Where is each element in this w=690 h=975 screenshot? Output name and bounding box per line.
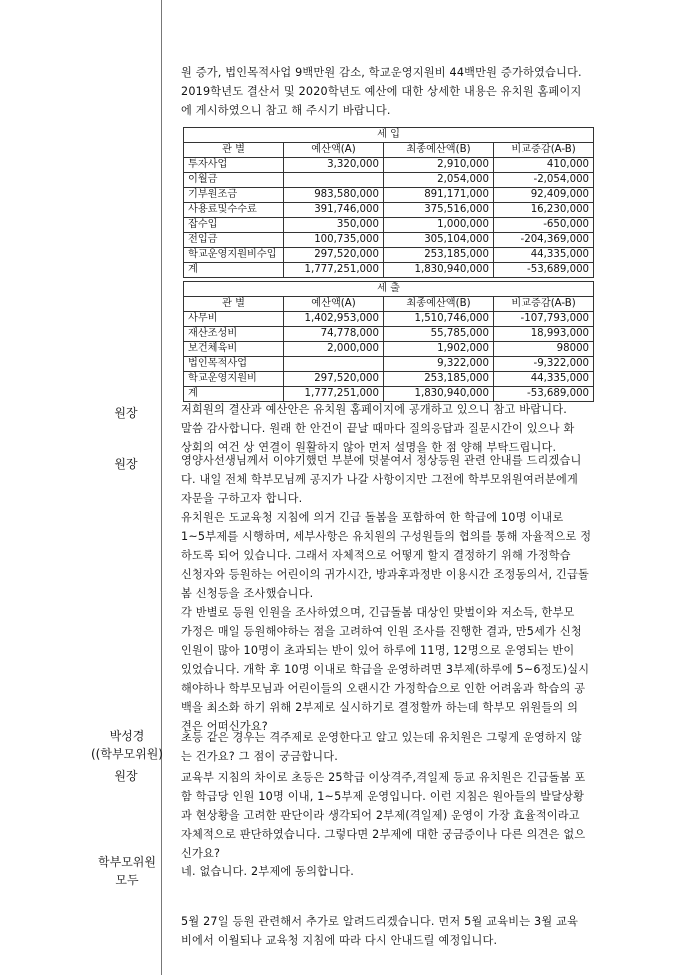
revenue-table — [183, 127, 594, 278]
table-title-row — [184, 128, 594, 143]
table-cell: -107,793,000 — [494, 312, 594, 327]
expense-title: 세 출 — [184, 282, 594, 297]
text-line: 신청자와 등원하는 어린이의 귀가시간, 방과후과정반 이용시간 조정동의서, 긴급돌 — [181, 568, 590, 581]
statement-paragraph — [181, 912, 601, 950]
column-header: 비교증감(A-B) — [494, 143, 594, 158]
table-row — [184, 218, 594, 233]
text-line: 가정은 매일 등원해야하는 점을 고려하여 인원 조사를 진행한 결과, 만5세가 신청 — [181, 625, 582, 638]
speaker-column-divider — [161, 0, 162, 975]
table-row — [184, 327, 594, 342]
table-cell — [284, 173, 384, 188]
text-line: 각 반별로 등원 인원을 조사하였으며, 긴급돌봄 대상인 맞벌이와 저소득, 한부모 — [181, 606, 575, 619]
table-cell: 1,000,000 — [384, 218, 494, 233]
speaker-label — [84, 727, 170, 763]
column-header: 관 별 — [184, 297, 284, 312]
column-header: 예산액(A) — [284, 297, 384, 312]
table-cell: 투자사업 — [184, 158, 284, 173]
column-header: 최종예산액(B) — [384, 297, 494, 312]
table-cell: 2,054,000 — [384, 173, 494, 188]
table-cell: 391,746,000 — [284, 203, 384, 218]
table-cell: 학교운영지원비수입 — [184, 248, 284, 263]
table-cell: -9,322,000 — [494, 357, 594, 372]
table-cell: 재산조성비 — [184, 327, 284, 342]
text-line: 자체적으로 판단하였습니다. 그렇다면 2부제에 대한 궁금증이나 다른 의견은 없으 — [181, 828, 586, 841]
intro-line: 원 증가, 법인목적사업 9백만원 감소, 학교운영지원비 44백만원 증가하였습니다. — [181, 66, 582, 79]
table-cell: 253,185,000 — [384, 248, 494, 263]
table-cell: 297,520,000 — [284, 372, 384, 387]
table-cell: 1,830,940,000 — [384, 387, 494, 402]
speaker-name: 모두 — [115, 873, 139, 887]
speaker-name: 원장 — [114, 769, 138, 783]
table-cell: 이월금 — [184, 173, 284, 188]
table-row — [184, 233, 594, 248]
table-cell: 1,510,746,000 — [384, 312, 494, 327]
table-total-row — [184, 263, 594, 278]
intro-line: 2019학년도 결산서 및 2020학년도 예산에 대한 상세한 내용은 유치원 홈페이지 — [181, 85, 582, 98]
text-line: 초등 같은 경우는 격주제로 운영한다고 알고 있는데 유치원은 그렇게 운영하지 않 — [181, 731, 582, 744]
table-row — [184, 203, 594, 218]
text-line: 하도록 되어 있습니다. 그래서 자체적으로 어떻게 할지 결정하기 위해 가정학습 — [181, 549, 571, 562]
table-cell: 전입금 — [184, 233, 284, 248]
text-line: 다. 내일 전체 학부모님께 공지가 나갈 사항이지만 그전에 학부모위원여러분에게 — [181, 473, 579, 486]
expense-table — [183, 281, 594, 402]
statement-paragraph — [181, 768, 601, 863]
text-line: 비에서 이월되나 교육청 지침에 따라 다시 안내드릴 예정입니다. — [181, 934, 498, 947]
table-cell: 55,785,000 — [384, 327, 494, 342]
table-cell: 44,335,000 — [494, 372, 594, 387]
table-cell: 983,580,000 — [284, 188, 384, 203]
column-header: 예산액(A) — [284, 143, 384, 158]
table-row — [184, 312, 594, 327]
table-cell: 100,735,000 — [284, 233, 384, 248]
text-line: 백을 최소화 하기 위해 2부제로 실시하기로 결정할까 하는데 학부모 위원들의 의 — [181, 701, 579, 714]
column-header: 관 별 — [184, 143, 284, 158]
table-row — [184, 342, 594, 357]
table-cell: -204,369,000 — [494, 233, 594, 248]
table-cell: 350,000 — [284, 218, 384, 233]
table-cell: -2,054,000 — [494, 173, 594, 188]
statement-paragraph — [181, 400, 601, 457]
speaker-label — [90, 767, 162, 785]
revenue-title: 세 입 — [184, 128, 594, 143]
speaker-name: 학부모위원 — [98, 855, 156, 869]
speaker-label — [84, 853, 170, 889]
intro-paragraph — [181, 63, 601, 120]
table-row — [184, 173, 594, 188]
table-cell: 사용료및수수료 — [184, 203, 284, 218]
table-cell: 253,185,000 — [384, 372, 494, 387]
table-cell: 1,777,251,000 — [284, 263, 384, 278]
text-line: 영양사선생님께서 이야기했던 부분에 덧붙여서 정상등원 관련 안내를 드리겠습니 — [181, 454, 582, 467]
table-cell: 44,335,000 — [494, 248, 594, 263]
table-cell: 297,520,000 — [284, 248, 384, 263]
table-cell: 98000 — [494, 342, 594, 357]
intro-line: 에 게시하였으니 참고 해 주시기 바랍니다. — [181, 104, 391, 117]
table-row — [184, 158, 594, 173]
table-cell: -53,689,000 — [494, 263, 594, 278]
table-cell: 3,320,000 — [284, 158, 384, 173]
table-row — [184, 188, 594, 203]
statement-paragraph — [181, 728, 601, 766]
column-header: 최종예산액(B) — [384, 143, 494, 158]
speaker-label — [90, 455, 162, 473]
table-cell: 891,171,000 — [384, 188, 494, 203]
text-line: 1~5부제를 시행하며, 세부사항은 유치원의 구성원들의 협의를 통해 자율적으로 정 — [181, 530, 592, 543]
text-line: 5월 27일 등원 관련해서 추가로 알려드리겠습니다. 먼저 5월 교육비는 3월 교육 — [181, 915, 579, 928]
table-header-row — [184, 297, 594, 312]
table-cell: 9,322,000 — [384, 357, 494, 372]
text-line: 과 현상황을 고려한 판단이라 생각되어 2부제(격일제) 운영이 가장 효율적이라고 — [181, 809, 580, 822]
table-cell: 사무비 — [184, 312, 284, 327]
table-cell: 2,000,000 — [284, 342, 384, 357]
statement-paragraph — [181, 862, 601, 881]
table-cell: 16,230,000 — [494, 203, 594, 218]
text-line: 네. 없습니다. 2부제에 동의합니다. — [181, 865, 354, 878]
table-cell: 375,516,000 — [384, 203, 494, 218]
table-row — [184, 357, 594, 372]
speaker-name: 박성경 — [109, 729, 145, 743]
table-cell: -650,000 — [494, 218, 594, 233]
table-cell: 법인목적사업 — [184, 357, 284, 372]
text-line: 교육부 지침의 차이로 초등은 25학급 이상격주,격일제 등교 유치원은 긴급돌봄 포 — [181, 771, 586, 784]
text-line: 신가요? — [181, 847, 221, 860]
table-cell — [284, 357, 384, 372]
table-row — [184, 372, 594, 387]
table-header-row — [184, 143, 594, 158]
text-line: 견은 어떠신가요? — [181, 720, 268, 733]
text-line: 함 학급당 인원 10명 이내, 1~5부제 운영입니다. 이런 지침은 원아들의 발달상황 — [181, 790, 585, 803]
speaker-label — [90, 404, 162, 422]
text-line: 자문을 구하고자 합니다. — [181, 492, 303, 505]
table-cell: 74,778,000 — [284, 327, 384, 342]
table-cell: 2,910,000 — [384, 158, 494, 173]
table-row — [184, 248, 594, 263]
table-cell: 1,777,251,000 — [284, 387, 384, 402]
text-line: 있었습니다. 개학 후 10명 이내로 학급을 운영하려면 3부제(하루에 5~6정도)실시 — [181, 663, 590, 676]
table-cell: 기부원조금 — [184, 188, 284, 203]
column-header: 비교증감(A-B) — [494, 297, 594, 312]
table-cell: 18,993,000 — [494, 327, 594, 342]
table-cell: 학교운영지원비 — [184, 372, 284, 387]
table-cell: 410,000 — [494, 158, 594, 173]
speaker-role: ((학부모위원) — [90, 747, 163, 761]
text-line: 상회의 여건 상 연결이 원활하지 않아 먼저 설명을 한 점 양해 부탁드립니다. — [181, 441, 557, 454]
table-cell: 잡수입 — [184, 218, 284, 233]
text-line: 저희원의 결산과 예산안은 유치원 홈페이지에 공개하고 있으니 참고 바랍니다. — [181, 403, 568, 416]
table-cell: 계 — [184, 387, 284, 402]
table-title-row — [184, 282, 594, 297]
table-cell: 보건체육비 — [184, 342, 284, 357]
text-line: 해야하나 학부모님과 어린이들의 오랜시간 가정학습으로 인한 어려움과 학습의 공 — [181, 682, 586, 695]
text-line: 말씀 감사합니다. 원래 한 안건이 끝날 때마다 질의응답과 질문시간이 있으나 화 — [181, 422, 575, 435]
table-cell: -53,689,000 — [494, 387, 594, 402]
table-cell: 1,402,953,000 — [284, 312, 384, 327]
table-cell: 계 — [184, 263, 284, 278]
table-cell: 92,409,000 — [494, 188, 594, 203]
text-line: 봄 신청등을 조사했습니다. — [181, 587, 314, 600]
speaker-name: 원장 — [114, 406, 138, 420]
text-line: 유치원은 도교육청 지침에 의거 긴급 돌봄을 포함하여 한 학급에 10명 이내로 — [181, 511, 564, 524]
speaker-name: 원장 — [114, 457, 138, 471]
table-cell: 1,830,940,000 — [384, 263, 494, 278]
statement-paragraph — [181, 451, 601, 736]
table-cell: 1,902,000 — [384, 342, 494, 357]
table-cell: 305,104,000 — [384, 233, 494, 248]
text-line: 는 건가요? 그 점이 궁금합니다. — [181, 750, 339, 763]
text-line: 인원이 많아 10명이 초과되는 반이 있어 하루에 11명, 12명으로 운영되는 반이 — [181, 644, 575, 657]
